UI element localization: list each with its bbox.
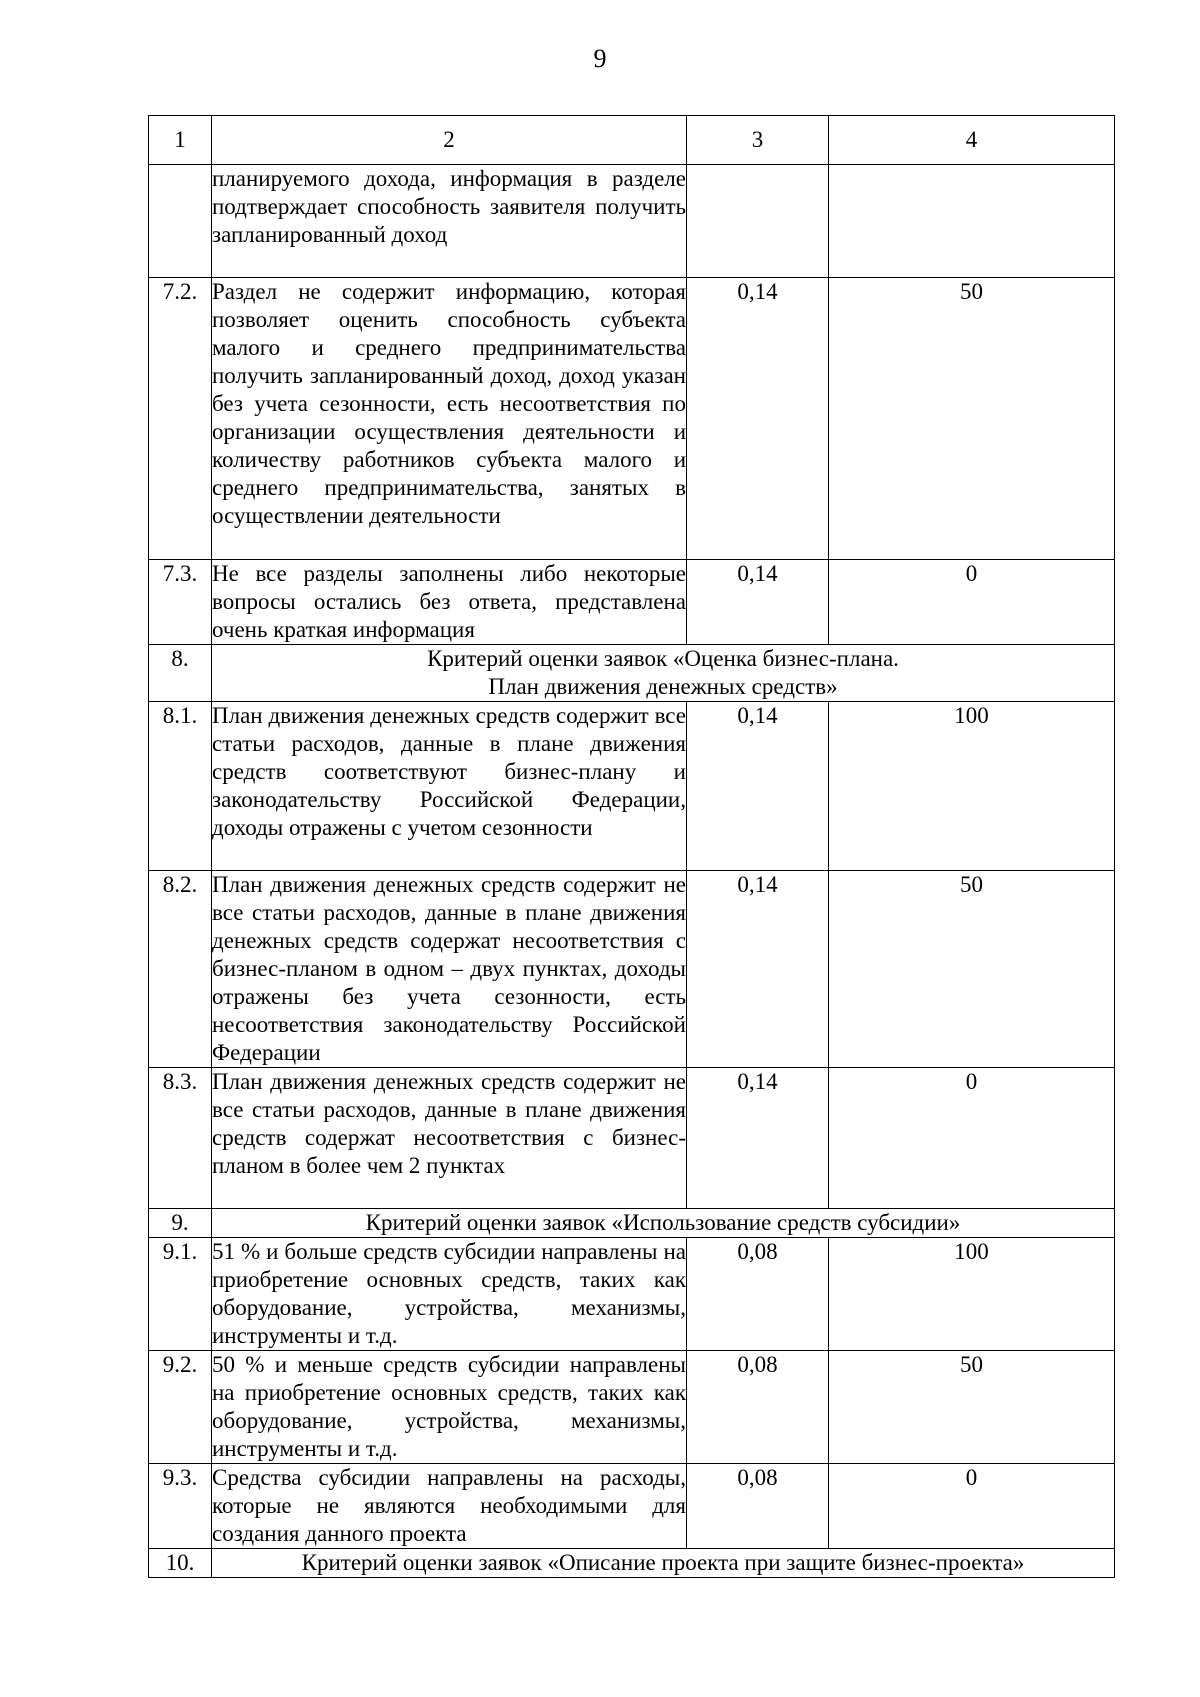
row-score: 50 bbox=[829, 278, 1115, 560]
row-number: 9.2. bbox=[149, 1351, 212, 1464]
row-description-text: Средства субсидии направлены на расходы, которые не являются необходимыми для создания данного проекта bbox=[212, 1465, 686, 1546]
header-cell-1: 1 bbox=[149, 116, 212, 165]
table-row bbox=[149, 702, 1115, 871]
row-description-text: планируемого дохода, информация в разделе подтверждает способность заявителя получить запланированный доход bbox=[212, 166, 686, 247]
row-weight: 0,08 bbox=[687, 1238, 829, 1351]
row-score: 0 bbox=[829, 560, 1115, 645]
section-title-line: Критерий оценки заявок «Использование средств субсидии» bbox=[365, 1210, 961, 1235]
row-number: 9.3. bbox=[149, 1464, 212, 1549]
row-weight bbox=[687, 165, 829, 278]
row-weight: 0,14 bbox=[687, 278, 829, 560]
section-number: 10. bbox=[149, 1549, 212, 1578]
row-number: 8.3. bbox=[149, 1068, 212, 1209]
table-row bbox=[149, 278, 1115, 560]
row-weight: 0,08 bbox=[687, 1351, 829, 1464]
row-description-text: Раздел не содержит информацию, которая позволяет оценить способность субъекта малого и среднего предпринимательства получить запланированный доход, доход указан без учета сезонности, есть несоответствия по организации осуществления деятельности и количеству работников субъекта малого и среднего предпринимательства, занятых в осуществлении деятельности bbox=[212, 279, 686, 528]
section-title bbox=[212, 1549, 1115, 1578]
row-description-text: План движения денежных средств содержит не все статьи расходов, данные в плане движения средств содержат несоответствия с бизнес-планом в более чем 2 пунктах bbox=[212, 1069, 686, 1178]
page-number: 9 bbox=[593, 44, 607, 73]
row-weight: 0,14 bbox=[687, 560, 829, 645]
row-description-text: Не все разделы заполнены либо некоторые вопросы остались без ответа, представлена очень краткая информация bbox=[212, 561, 686, 642]
row-weight: 0,14 bbox=[687, 871, 829, 1068]
row-description bbox=[212, 165, 687, 278]
row-weight: 0,08 bbox=[687, 1464, 829, 1549]
row-description bbox=[212, 702, 687, 871]
row-number: 7.3. bbox=[149, 560, 212, 645]
table-row bbox=[149, 1238, 1115, 1351]
row-description bbox=[212, 1351, 687, 1464]
section-number: 9. bbox=[149, 1209, 212, 1238]
section-row bbox=[149, 1209, 1115, 1238]
row-weight: 0,14 bbox=[687, 1068, 829, 1209]
section-title bbox=[212, 1209, 1115, 1238]
row-score: 100 bbox=[829, 1238, 1115, 1351]
row-score: 50 bbox=[829, 871, 1115, 1068]
row-description bbox=[212, 1464, 687, 1549]
section-number: 8. bbox=[149, 645, 212, 702]
table-header-row bbox=[149, 116, 1115, 165]
table-row bbox=[149, 1351, 1115, 1464]
section-title-line: Критерий оценки заявок «Описание проекта при защите бизнес-проекта» bbox=[301, 1550, 1025, 1575]
row-description bbox=[212, 278, 687, 560]
row-score bbox=[829, 165, 1115, 278]
section-title-line: План движения денежных средств» bbox=[488, 674, 838, 699]
row-score: 50 bbox=[829, 1351, 1115, 1464]
row-number: 8.2. bbox=[149, 871, 212, 1068]
row-description bbox=[212, 560, 687, 645]
table-row bbox=[149, 165, 1115, 278]
row-description bbox=[212, 1068, 687, 1209]
row-description-text: План движения денежных средств содержит все статьи расходов, данные в плане движения средств соответствуют бизнес-плану и законодательству Российской Федерации, доходы отражены с учетом сезонности bbox=[212, 703, 686, 840]
row-description-text: План движения денежных средств содержит не все статьи расходов, данные в плане движения денежных средств содержат несоответствия с бизнес-планом в одном – двух пунктах, доходы отражены без учета сезонности, есть несоответствия законодательству Российской Федерации bbox=[212, 872, 686, 1065]
table-row bbox=[149, 871, 1115, 1068]
section-row bbox=[149, 1549, 1115, 1578]
table-row bbox=[149, 1464, 1115, 1549]
row-score: 0 bbox=[829, 1068, 1115, 1209]
row-description-text: 51 % и больше средств субсидии направлены на приобретение основных средств, таких как оборудование, устройства, механизмы, инструменты и т.д. bbox=[212, 1239, 686, 1348]
row-score: 0 bbox=[829, 1464, 1115, 1549]
row-description bbox=[212, 1238, 687, 1351]
row-number: 8.1. bbox=[149, 702, 212, 871]
header-cell-3: 3 bbox=[687, 116, 829, 165]
row-description-text: 50 % и меньше средств субсидии направлены на приобретение основных средств, таких как оборудование, устройства, механизмы, инструменты и т.д. bbox=[212, 1352, 686, 1461]
header-cell-4: 4 bbox=[829, 116, 1115, 165]
row-number bbox=[149, 165, 212, 278]
header-cell-2: 2 bbox=[212, 116, 687, 165]
row-number: 9.1. bbox=[149, 1238, 212, 1351]
table-row bbox=[149, 560, 1115, 645]
table-row bbox=[149, 1068, 1115, 1209]
section-title-line: Критерий оценки заявок «Оценка бизнес-плана. bbox=[427, 646, 899, 671]
row-number: 7.2. bbox=[149, 278, 212, 560]
row-description bbox=[212, 871, 687, 1068]
row-weight: 0,14 bbox=[687, 702, 829, 871]
section-title bbox=[212, 645, 1115, 702]
row-score: 100 bbox=[829, 702, 1115, 871]
section-row bbox=[149, 645, 1115, 702]
criteria-table bbox=[148, 115, 1115, 1578]
